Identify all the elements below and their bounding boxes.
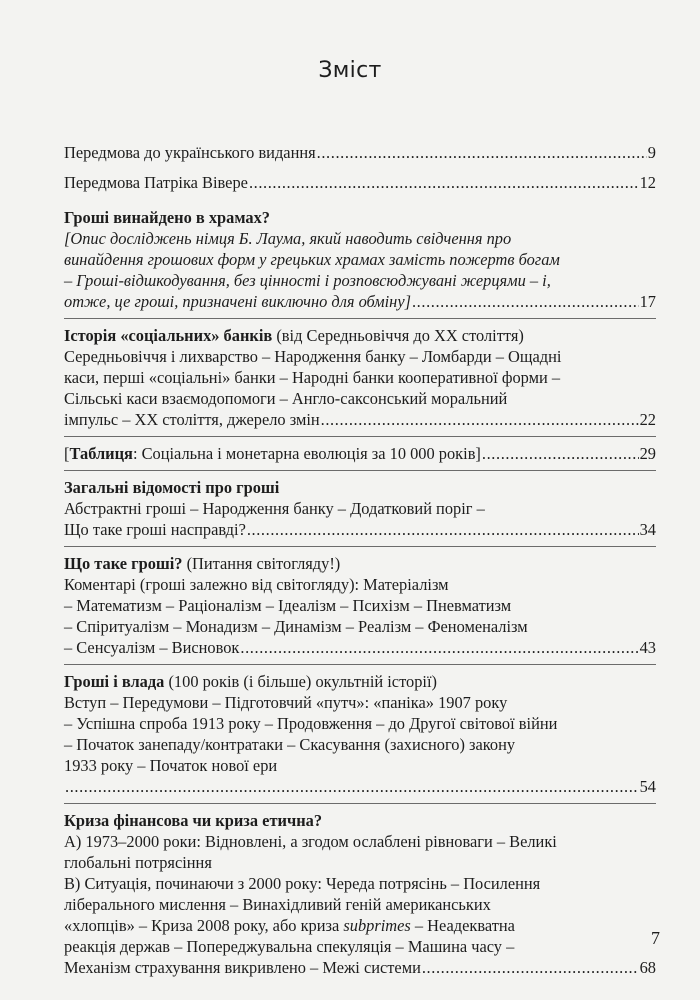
toc-line bbox=[64, 915, 656, 936]
bracket-open: [ bbox=[64, 444, 70, 463]
divider bbox=[64, 436, 656, 437]
toc-heading: Загальні відомості про гроші bbox=[64, 478, 280, 497]
dot-leader bbox=[482, 443, 639, 464]
toc-entry-text: Передмова до українського видання bbox=[64, 143, 316, 162]
dot-leader bbox=[422, 957, 639, 978]
toc-entry-foreword-viveret bbox=[64, 172, 656, 193]
toc-heading: Історія «соціальних» банків bbox=[64, 326, 273, 345]
dot-leader bbox=[317, 142, 647, 163]
toc-line: [Опис досліджень німця Б. Лаума, який наводить свідчення про bbox=[64, 229, 512, 248]
toc-entry-text: Що таке гроші насправді? bbox=[64, 520, 246, 539]
toc-page-number: 68 bbox=[639, 958, 656, 977]
toc-page-number: 22 bbox=[639, 410, 656, 429]
toc-line: Коментарі (гроші залежно від світогляду): Матеріалізм bbox=[64, 575, 449, 594]
toc-line bbox=[64, 957, 656, 978]
toc-line: реакція держав – Попереджувальна спекуляція – Машина часу – bbox=[64, 937, 515, 956]
toc-line bbox=[64, 776, 656, 797]
toc-entry-general-info bbox=[64, 477, 656, 540]
toc-entry-social-banks bbox=[64, 325, 656, 430]
toc-heading-line bbox=[64, 325, 656, 346]
toc-line bbox=[64, 443, 656, 464]
toc-line bbox=[64, 142, 656, 163]
toc-heading-suffix: (Питання світогляду!) bbox=[182, 554, 341, 573]
toc-line: – Математизм – Раціоналізм – Ідеалізм – Психізм – Пневматизм bbox=[64, 596, 512, 615]
toc-heading-suffix: (100 років (і більше) окультній історії) bbox=[164, 672, 437, 691]
toc-line: – Спіритуалізм – Монадизм – Динамізм – Реалізм – Феноменалізм bbox=[64, 617, 528, 636]
toc-entry-money-temples bbox=[64, 207, 656, 312]
toc-page-number: 29 bbox=[639, 444, 656, 463]
table-of-contents bbox=[64, 142, 656, 978]
dot-leader bbox=[65, 776, 639, 797]
dot-leader bbox=[247, 519, 639, 540]
toc-entry-text bbox=[64, 443, 481, 464]
toc-line: глобальні потрясіння bbox=[64, 853, 212, 872]
dot-leader bbox=[412, 291, 639, 312]
toc-heading-line bbox=[64, 671, 656, 692]
toc-page-number: 12 bbox=[639, 173, 656, 192]
toc-line: В) Ситуація, починаючи з 2000 року: Череда потрясінь – Посилення bbox=[64, 874, 541, 893]
toc-page-number: 43 bbox=[639, 638, 656, 657]
toc-heading: Гроші винайдено в храмах? bbox=[64, 208, 270, 227]
toc-entry-text: Передмова Патріка Вівере bbox=[64, 173, 248, 192]
table-label: Таблиця bbox=[69, 444, 133, 463]
divider bbox=[64, 470, 656, 471]
toc-line: А) 1973–2000 роки: Відновлені, а згодом ослаблені рівноваги – Великі bbox=[64, 832, 557, 851]
toc-line: Абстрактні гроші – Народження банку – Додатковий поріг – bbox=[64, 499, 485, 518]
toc-entry-text: отже, це гроші, призначені виключно для обміну] bbox=[64, 292, 411, 311]
toc-line bbox=[64, 409, 656, 430]
toc-line bbox=[64, 291, 656, 312]
dot-leader bbox=[249, 172, 639, 193]
toc-line-tail: – Неадекватна bbox=[410, 916, 515, 935]
page-number: 7 bbox=[651, 928, 660, 948]
toc-line: Середньовіччя і лихварство – Народження банку – Ломбарди – Ощадні bbox=[64, 347, 562, 366]
toc-entry-money-power bbox=[64, 671, 656, 797]
toc-entry-crisis bbox=[64, 810, 656, 978]
toc-heading: Що таке гроші? bbox=[64, 554, 183, 573]
toc-line: 1933 року – Початок нової ери bbox=[64, 756, 278, 775]
toc-line: – Гроші-відшкодування, без цінності і розповсюджувані жерцями – і, bbox=[64, 271, 551, 290]
toc-line: – Початок занепаду/контратаки – Скасування (захисного) закону bbox=[64, 735, 516, 754]
divider bbox=[64, 318, 656, 319]
toc-line-text: «хлопців» – Криза 2008 року, або криза bbox=[64, 916, 344, 935]
toc-entry-table bbox=[64, 443, 656, 464]
subprimes-term: subprimes bbox=[343, 916, 411, 935]
toc-heading: Криза фінансова чи криза етична? bbox=[64, 811, 323, 830]
toc-entry-text: Механізм страхування викривлено – Межі системи bbox=[64, 958, 421, 977]
toc-page-number: 54 bbox=[639, 777, 656, 796]
toc-line: – Успішна спроба 1913 року – Продовження – до Другої світової війни bbox=[64, 714, 558, 733]
toc-line bbox=[64, 637, 656, 658]
divider bbox=[64, 546, 656, 547]
divider bbox=[64, 664, 656, 665]
toc-heading: Гроші і влада bbox=[64, 672, 165, 691]
dot-leader bbox=[321, 409, 639, 430]
toc-page-number: 9 bbox=[647, 143, 656, 162]
toc-line bbox=[64, 172, 656, 193]
dot-leader bbox=[240, 637, 638, 658]
toc-entry-what-is-money bbox=[64, 553, 656, 658]
toc-entry-text: імпульс – ХХ століття, джерело змін bbox=[64, 410, 320, 429]
toc-entry-text: – Сенсуалізм – Висновок bbox=[64, 638, 240, 657]
divider bbox=[64, 803, 656, 804]
toc-heading-suffix: (від Середньовіччя до ХХ століття) bbox=[272, 326, 524, 345]
page-title: Зміст bbox=[318, 58, 382, 83]
toc-line: Сільські каси взаємодопомоги – Англо-саксонський моральний bbox=[64, 389, 508, 408]
toc-line bbox=[64, 519, 656, 540]
toc-page-number: 17 bbox=[639, 292, 656, 311]
toc-line: винайдення грошових форм у грецьких храмах замість пожертв богам bbox=[64, 250, 560, 269]
toc-entry-foreword-ukrainian bbox=[64, 142, 656, 163]
toc-heading-line bbox=[64, 553, 656, 574]
toc-line: Вступ – Передумови – Підготовчий «путч»: «паніка» 1907 року bbox=[64, 693, 508, 712]
table-title: : Соціальна і монетарна еволюція за 10 000 років] bbox=[132, 444, 481, 463]
toc-line: ліберального мислення – Винахідливий геній американських bbox=[64, 895, 491, 914]
toc-line: каси, перші «соціальні» банки – Народні банки кооперативної форми – bbox=[64, 368, 561, 387]
toc-page-number: 34 bbox=[639, 520, 656, 539]
